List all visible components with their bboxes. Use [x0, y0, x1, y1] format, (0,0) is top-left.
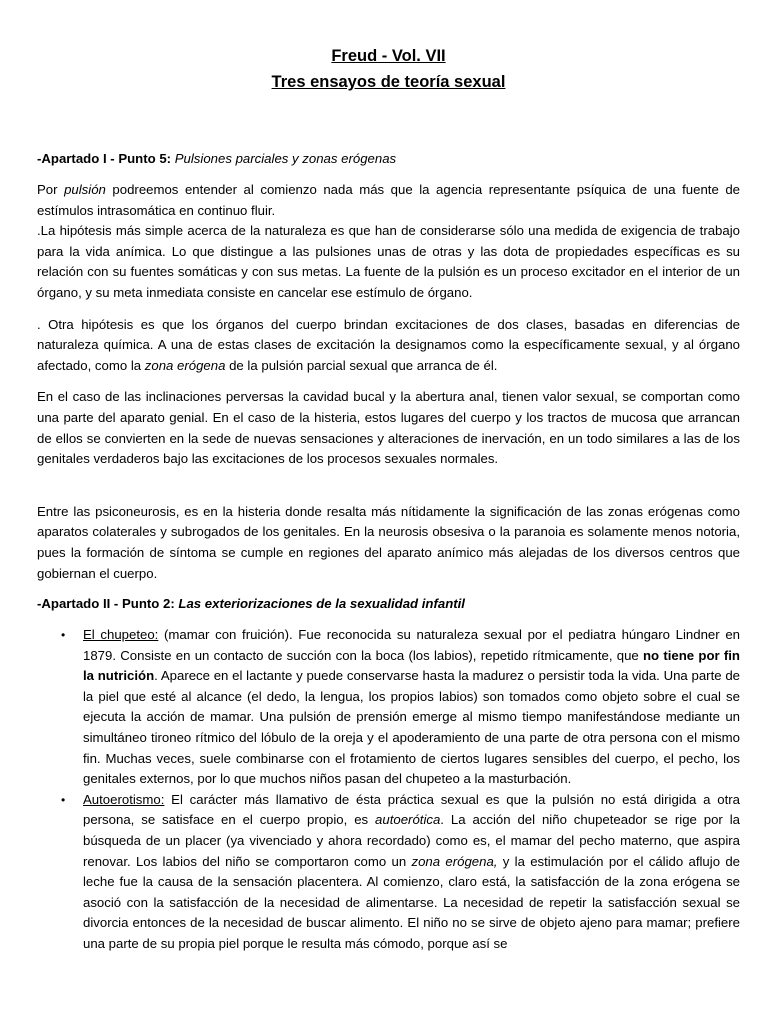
text-run: Por: [37, 182, 65, 197]
text-run: . Otra hipótesis es que los órganos del cuerpo brindan excitaciones de dos clases, basadas en diferencias de naturaleza química. A una de estas clases de excitación la designamos como la específicamente sexual, y al órgano afectado, como la: [37, 316, 740, 373]
paragraph-inclinaciones-perversas: En el caso de las inclinaciones perversas la cavidad bucal y la abertura anal, tienen valor sexual, se comportan como una parte del aparato genial. En el caso de la histeria, estos lugares del cuerpo y los tractos de mucosa que arrancan de ellos se convierten en la sede de nuevas sensaciones y alteraciones de inervación, en un todo similares a las de los genitales verdaderos bajo las excitaciones de los procesos sexuales normales.: [37, 389, 740, 467]
list-item-term: Autoerotismo:: [83, 791, 165, 807]
section-heading-lead: -Apartado II - Punto 2:: [37, 596, 175, 612]
paragraph-psiconeurosis: Entre las psiconeurosis, es en la histeria donde resalta más nítidamente la significación de las zonas erógenas como aparatos colaterales y subrogados de los genitales. En la neurosis obsesiva o la paranoia es solamente menos notoria, pues la formación de síntoma se cumple en regiones del aparato anímico más alejadas de los diversos centros que gobiernan el cuerpo.: [37, 503, 740, 581]
text-run: podreemos entender al comienzo nada más que la agencia representante psíquica de una fuente de estímulos intrasomática en continuo fluir.: [37, 182, 741, 218]
section-heading-lead: -Apartado I - Punto 5:: [37, 151, 172, 166]
italic-term-zona-erogena: zona erógena: [144, 357, 226, 373]
text-run: .La hipótesis más simple acerca de la naturaleza es que han de considerarse sólo una medida de exigencia de trabajo para la vida anímica. Lo que distingue a las pulsiones unas de otras y las dota de propiedades específicas es su relación con su fuentes somáticas y con sus metas. La fuente de la pulsión es un proceso excitador en el interior de un órgano, y su meta inmediata consiste en cancelar ese estímulo de órgano.: [37, 223, 740, 300]
text-run: El carácter más llamativo de ésta práctica sexual es que la pulsión no está dirigida a otra persona, se satisface en el cuerpo propio, es: [83, 791, 740, 828]
italic-term-zona-erogena: zona erógena,: [411, 853, 498, 869]
text-run: de la pulsión parcial sexual que arranca de él.: [225, 357, 498, 373]
bullet-icon: •: [61, 792, 66, 807]
section-heading-apartado-1: [37, 149, 740, 169]
list-item-term: El chupeteo:: [83, 627, 159, 643]
italic-term-pulsion: pulsión: [64, 182, 106, 197]
bullet-list: [37, 625, 740, 955]
document-page: [37, 0, 740, 955]
document-subtitle: Tres ensayos de teoría sexual: [271, 73, 506, 91]
text-run: (mamar con fruición). Fue reconocida su naturaleza sexual por el pediatra húngaro Lindner en 1879. Consiste en un contacto de succión con la boca (los labios), repetido rítmicamente, que: [83, 627, 740, 663]
list-item-chupeteo: [37, 625, 740, 790]
text-run: . La acción del niño chupeteador se rige por la búsqueda de un placer (ya vivenciado y ahora recordado) como es, el mamar del pecho materno, que aspira renovar. Los labios del niño se comportaron como un: [83, 812, 740, 869]
paragraph-pulsion-definition: [37, 180, 740, 304]
section-heading-subtitle: Las exteriorizaciones de la sexualidad infantil: [178, 596, 465, 612]
bullet-icon: •: [61, 628, 66, 643]
bold-phrase: no tiene por fin la nutrición: [83, 647, 740, 684]
text-run: . Aparece en el lactante y puede conservarse hasta la madurez o persistir toda la vida. Una parte de la piel que esté al alcance (el dedo, la lengua, los propios labios) son tomados como objeto sobre el cual se ejecuta la acción de mamar. Una pulsión de prensión emerge al mismo tiempo manifestándose mediante un simultáneo tironeo rítmico del lóbulo de la oreja y el apoderamiento de una parte de otra persona con el mismo fin. Muchas veces, suele combinarse con el frotamiento de ciertos lugares sensibles del cuerpo, el pecho, los genitales externos, por lo que muchos niños pasan del chupeteo a la masturbación.: [83, 668, 740, 787]
section-heading-apartado-2: [37, 594, 740, 614]
paragraph-otra-hipotesis: [37, 315, 740, 377]
italic-term-autoerotica: autoerótica: [375, 812, 441, 828]
section-heading-subtitle: Pulsiones parciales y zonas erógenas: [174, 151, 397, 166]
list-item-autoerotismo: [37, 790, 740, 955]
document-title: Freud - Vol. VII: [331, 47, 446, 65]
text-run: y la estimulación por el cálido aflujo de leche fue la causa de la sensación placentera. Al comienzo, claro está, la satisfacción de la zona erógena se asoció con la satisfacción de la necesidad de alimentarse. La necesidad de repetir la satisfacción sexual se divorcia entonces de la necesidad de buscar alimento. El niño no se sirve de objeto ajeno para mamar; prefiere una parte de su propia piel porque le resulta más cómodo, porque así se: [83, 853, 740, 951]
